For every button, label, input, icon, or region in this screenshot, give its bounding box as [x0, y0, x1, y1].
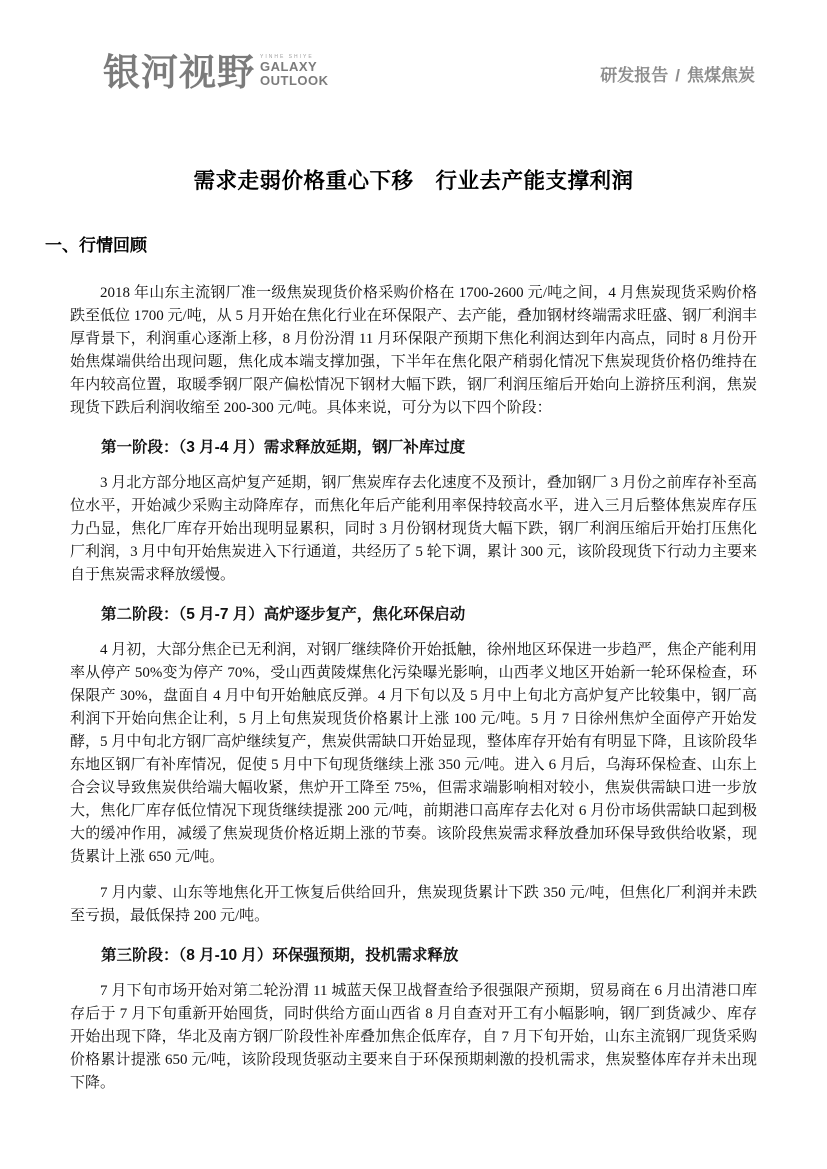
document-title: 需求走弱价格重心下移 行业去产能支撑利润	[193, 169, 634, 194]
galaxy-outlook-logo	[103, 51, 329, 93]
section-heading-market-review: 一、行情回顾	[45, 236, 147, 256]
page-header	[0, 0, 827, 93]
logo-galaxy-text: GALAXY	[260, 59, 318, 74]
report-type-text: 研发报告	[600, 66, 669, 86]
document-body	[70, 282, 757, 1095]
body-paragraph: 7 月下旬市场开始对第二轮汾渭 11 城蓝天保卫战督查给予很强限产预期，贸易商在 6 月出清港口库存后于 7 月下旬重新开始囤货，同时供给方面山西省 8 月自查对开工有小幅影响，钢厂到货减少、库存开始出现下降，华北及南方钢厂阶段性补库叠加焦企低库存，自 7 月下旬开始，山东主流钢厂现货采购价格累计提涨 650 元/吨，该阶段现货驱动主要来自于环保预期刺激的投机需求，焦炭整体库存并未出现下降。	[70, 983, 757, 1092]
body-paragraph: 3 月北方部分地区高炉复产延期，钢厂焦炭库存去化速度不及预计，叠加钢厂 3 月份之前库存补至高位水平，开始减少采购主动降库存，而焦化年后产能利用率保持较高水平，进入三月后整体焦炭库存压力凸显，焦化厂库存开始出现明显累积，同时 3 月份钢材现货大幅下跌，钢厂利润压缩后开始打压焦化厂利润，3 月中旬开始焦炭进入下行通道，共经历了 5 轮下调，累计 300 元，该阶段现货下行动力主要来自于焦炭需求释放缓慢。	[70, 475, 757, 584]
body-paragraph: 2018 年山东主流钢厂准一级焦炭现货价格采购价格在 1700-2600 元/吨之间，4 月焦炭现货采购价格跌至低位 1700 元/吨，从 5 月开始在焦化行业在环保限产、去产能，叠加钢材终端需求旺盛、钢厂利润丰厚背景下，利润重心逐渐上移，8 月份汾渭 11 月环保限产预期下焦化利润达到年内高点，同时 8 月份开始焦煤端供给出现问题，焦化成本端支撑加强，下半年在焦化限产稍弱化情况下焦炭现货价格仍维持在年内较高位置，取暖季钢厂限产偏松情况下钢材大幅下跌，钢厂利润压缩后开始向上游挤压利润，焦炭现货下跌后利润收缩至 200-300 元/吨。具体来说，可分为以下四个阶段：	[70, 285, 757, 417]
report-category-label	[600, 61, 755, 90]
logo-chinese-wordmark: 银河视野	[103, 51, 255, 93]
logo-english-block	[260, 54, 329, 90]
body-paragraph: 4 月初，大部分焦企已无利润，对钢厂继续降价开始抵触，徐州地区环保进一步趋严，焦企产能利用率从停产 50%变为停产 70%，受山西黄陵煤焦化污染曝光影响，山西孝义地区开始新一轮环保检查，环保限产 30%，盘面自 4 月中旬开始触底反弹。4 月下旬以及 5 月中上旬北方高炉复产比较集中，钢厂高利润下开始向焦企让利，5 月上旬焦炭现货价格累计上涨 100 元/吨。5 月 7 日徐州焦炉全面停产开始发酵，5 月中旬北方钢厂高炉继续复产，焦炭供需缺口开始显现，整体库存开始有有明显下降，且该阶段华东地区钢厂有补库情况，促使 5 月中下旬现货继续上涨 350 元/吨。进入 6 月后，乌海环保检查、山东上合会议导致焦炭供给端大幅收紧，焦炉开工降至 75%，但需求端影响相对较小，焦炭供需缺口进一步放大，焦化厂库存低位情况下现货继续提涨 200 元/吨，前期港口高库存去化对 6 月份市场供需缺口起到极大的缓冲作用，减缓了焦炭现货价格近期上涨的节奏。该阶段焦炭需求释放叠加环保导致供给收紧，现货累计上涨 650 元/吨。	[70, 642, 757, 866]
logo-outlook-text: OUTLOOK	[260, 73, 329, 89]
logo-pinyin-text: YINHE SHIYE	[260, 54, 314, 60]
body-paragraph: 7 月内蒙、山东等地焦化开工恢复后供给回升，焦炭现货累计下跌 350 元/吨，但焦化厂利润并未跌至亏损，最低保持 200 元/吨。	[70, 885, 757, 925]
report-topic-text: 焦煤焦炭	[687, 66, 755, 86]
stage-3-heading: 第三阶段：（8 月-10 月）环保强预期，投机需求释放	[101, 947, 459, 965]
stage-1-heading: 第一阶段：（3 月-4 月）需求释放延期，钢厂补库过度	[101, 439, 466, 457]
slash-separator: /	[675, 66, 680, 86]
stage-2-heading: 第二阶段：（5 月-7 月）高炉逐步复产，焦化环保启动	[101, 606, 466, 624]
